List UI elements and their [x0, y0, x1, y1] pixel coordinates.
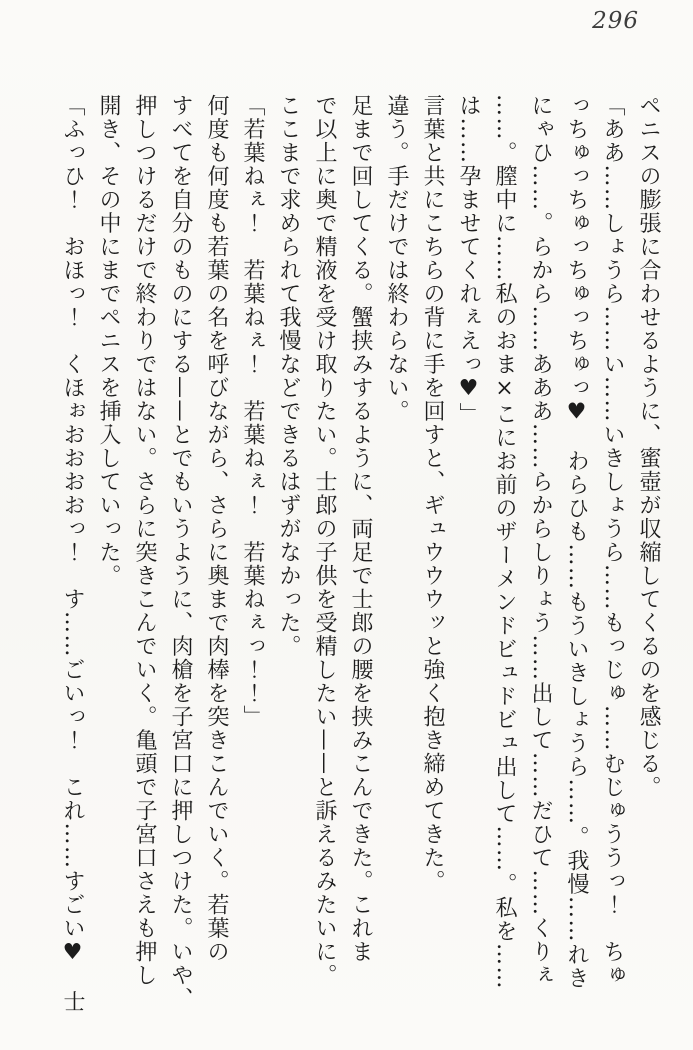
text-line: 足まで回してくる。蟹挟みするように、両足で士郎の腰を挟みこんできた。これま: [348, 94, 373, 964]
text-line: 「若葉ねぇ！ 若葉ねぇ！ 若葉ねぇ！ 若葉ねぇっ！！」: [240, 94, 265, 729]
text-line: 「ふっひ！ おほっ！ くほぉおおおおっ！ す……ごいっ！ これ……すごい♥ 士: [60, 94, 85, 1014]
page-number: 296: [592, 8, 639, 34]
page-text: [54, 94, 666, 1014]
text-line: 押しつけるだけで終わりではない。さらに突きこんでいく。亀頭で子宮口さえも押し: [132, 94, 157, 987]
text-line: ここまで求められて我慢などできるはずがなかった。: [276, 94, 301, 658]
text-line: 開き、その中にまでペニスを挿入していった。: [96, 94, 121, 588]
text-line: は……孕ませてくれぇえっ♥」: [456, 94, 481, 426]
text-line: 違う。手だけでは終わらない。: [384, 94, 409, 423]
text-line: ペニスの膨張に合わせるように、蜜壺が収縮してくるのを感じる。: [636, 94, 661, 799]
text-line: すべてを自分のものにする——とでもいうように、肉槍を子宮口に押しつけた。いや、: [168, 94, 193, 1011]
text-line: 「ああ……しょうら……い……いきしょうら……もっじゅ……むじゅううっ！ ちゅ: [600, 94, 625, 987]
text-line: 言葉と共にこちらの背に手を回すと、ギュウウウッと強く抱き締めてきた。: [420, 94, 445, 893]
text-line: にゃひ……。らから……あああ……らからしりょう……出して……だひて……くりぇ: [528, 94, 553, 987]
text-line: 何度も何度も若葉の名を呼びながら、さらに奥まで肉棒を突きこんでいく。若葉の: [204, 94, 229, 964]
text-line: っちゅっちゅっちゅっちゅっ♥ わらひも……もういきしょうら……。我慢……れき: [564, 94, 589, 990]
text-line: で以上に奥で精液を受け取りたい。士郎の子供を受精したい——と訴えるみたいに。: [312, 94, 337, 987]
text-line: ……。膣中に……私のおま×こにお前のザーメンドビュドビュ出して……。私を……: [492, 94, 517, 990]
